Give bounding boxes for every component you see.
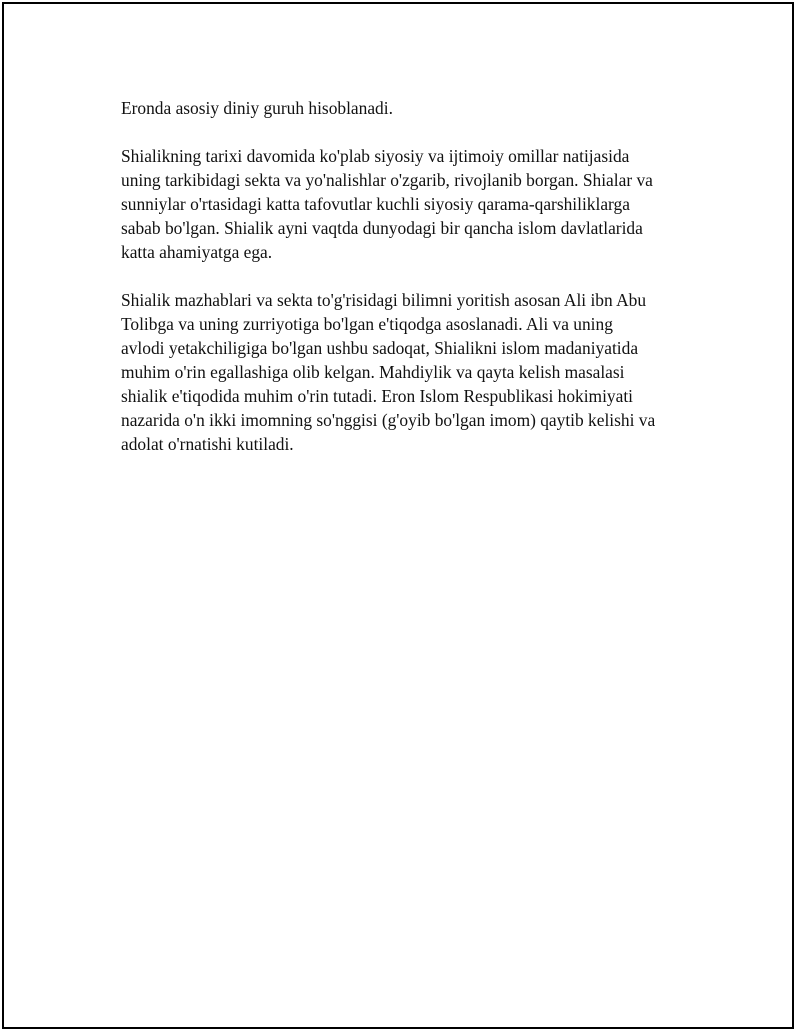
page-frame [2,2,794,1029]
text-line: katta ahamiyatga ega. [121,242,273,262]
text-line: Eronda asosiy diniy guruh hisoblanadi. [121,98,393,118]
text-line: sunniylar o'rtasidagi katta tafovutlar kuchli siyosiy qarama-qarshiliklarga [121,194,630,214]
paragraph-1 [121,96,701,120]
text-line: uning tarkibidagi sekta va yo'nalishlar o'zgarib, rivojlanib borgan. Shialar va [121,170,653,190]
text-line: sabab bo'lgan. Shialik ayni vaqtda dunyodagi bir qancha islom davlatlarida [121,218,643,238]
document-body [121,96,701,480]
text-line: Shialikning tarixi davomida ko'plab siyosiy va ijtimoiy omillar natijasida [121,146,630,166]
text-line: shialik e'tiqodida muhim o'rin tutadi. Eron Islom Respublikasi hokimiyati [121,386,633,406]
text-line: Tolibga va uning zurriyotiga bo'lgan e'tiqodga asoslanadi. Ali va uning [121,314,613,334]
text-line: avlodi yetakchiligiga bo'lgan ushbu sadoqat, Shialikni islom madaniyatida [121,338,639,358]
paragraph-2 [121,144,701,264]
paragraph-3 [121,288,701,456]
text-line: adolat o'rnatishi kutiladi. [121,434,294,454]
text-line: muhim o'rin egallashiga olib kelgan. Mahdiylik va qayta kelish masalasi [121,362,625,382]
text-line: nazarida o'n ikki imomning so'nggisi (g'oyib bo'lgan imom) qaytib kelishi va [121,410,656,430]
text-line: Shialik mazhablari va sekta to'g'risidagi bilimni yoritish asosan Ali ibn Abu [121,290,647,310]
